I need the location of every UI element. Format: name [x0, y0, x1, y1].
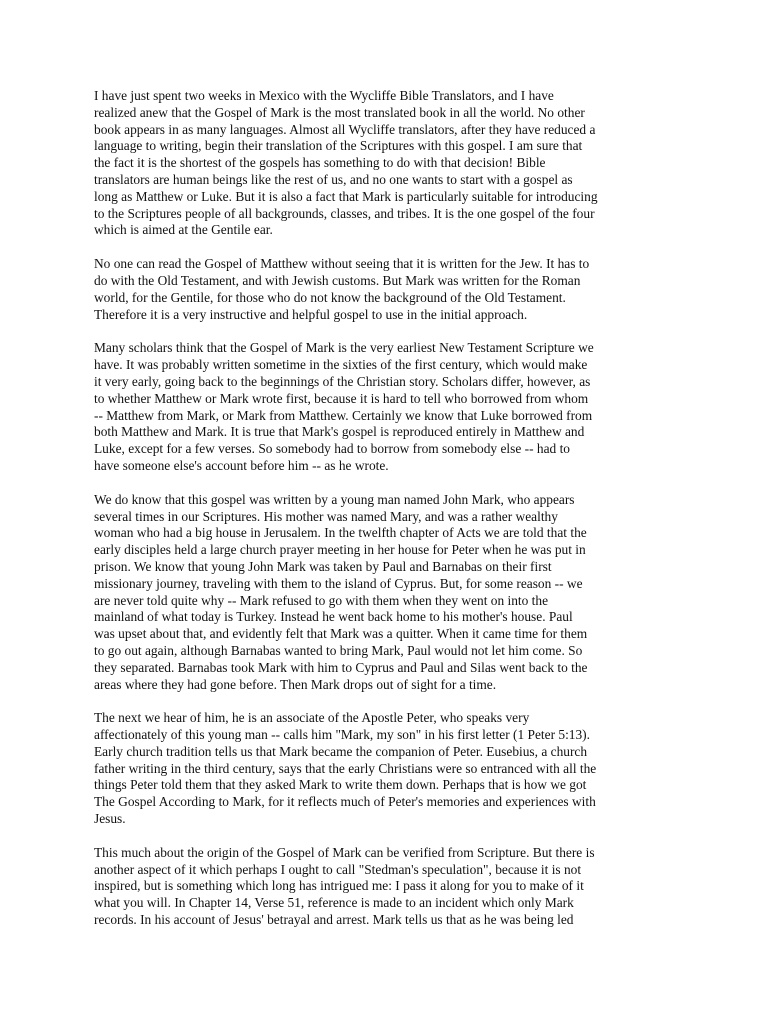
- paragraph-1: I have just spent two weeks in Mexico with the Wycliffe Bible Translators, and I have realized anew that the Gospel of Mark is the most translated book in all the world. No other book appears in as many languages. Almost all Wycliffe translators, after they have reduced a language to writing, begin their translation of the Scriptures with this gospel. I am sure that the fact it is the shortest of the gospels has something to do with that decision! Bible translators are human beings like the rest of us, and no one wants to start with a gospel as long as Matthew or Luke. But it is also a fact that Mark is particularly suitable for introducing to the Scriptures people of all backgrounds, classes, and tribes. It is the one gospel of the four which is aimed at the Gentile ear.: [94, 88, 598, 238]
- paragraph-4: We do know that this gospel was written by a young man named John Mark, who appears several times in our Scriptures. His mother was named Mary, and was a rather wealthy woman who had a big house in Jerusalem. In the twelfth chapter of Acts we are told that the early disciples held a large church prayer meeting in her house for Peter when he was put in prison. We know that young John Mark was taken by Paul and Barnabas on their first missionary journey, traveling with them to the island of Cyprus. But, for some reason -- we are never told quite why -- Mark refused to go with them when they went on into the mainland of what today is Turkey. Instead he went back home to his mother's house. Paul was upset about that, and evidently felt that Mark was a quitter. When it came time for them to go out again, although Barnabas wanted to bring Mark, Paul would not let him come. So they separated. Barnabas took Mark with him to Cyprus and Paul and Silas went back to the areas where they had gone before. Then Mark drops out of sight for a time.: [94, 491, 588, 692]
- paragraph-2: No one can read the Gospel of Matthew without seeing that it is written for the Jew. It has to do with the Old Testament, and with Jewish customs. But Mark was written for the Roman world, for the Gentile, for those who do not know the background of the Old Testament. Therefore it is a very instructive and helpful gospel to use in the initial approach.: [94, 256, 590, 322]
- paragraph-3: Many scholars think that the Gospel of Mark is the very earliest New Testament Scripture we have. It was probably written sometime in the sixties of the first century, which would make it very early, going back to the beginnings of the Christian story. Scholars differ, however, as to whether Matthew or Mark wrote first, because it is hard to tell who borrowed from whom -- Matthew from Mark, or Mark from Matthew. Certainly we know that Luke borrowed from both Matthew and Mark. It is true that Mark's gospel is reproduced entirely in Matthew and Luke, except for a few verses. So somebody had to borrow from somebody else -- had to have someone else's account before him -- as he wrote.: [94, 340, 594, 473]
- paragraph-5: The next we hear of him, he is an associate of the Apostle Peter, who speaks very affectionately of this young man -- calls him "Mark, my son" in his first letter (1 Peter 5:13). Early church tradition tells us that Mark became the companion of Peter. Eusebius, a church father writing in the third century, says that the early Christians were so entranced with all the things Peter told them that they asked Mark to write them down. Perhaps that is how we got The Gospel According to Mark, for it reflects much of Peter's memories and experiences with Jesus.: [94, 710, 597, 827]
- paragraph-6: This much about the origin of the Gospel of Mark can be verified from Scripture. But there is another aspect of it which perhaps I ought to call "Stedman's speculation", because it is not inspired, but is something which long has intrigued me: I pass it along for you to make of it what you will. In Chapter 14, Verse 51, reference is made to an incident which only Mark records. In his account of Jesus' betrayal and arrest. Mark tells us that as he was being led: [94, 844, 595, 928]
- document-page: [94, 88, 679, 946]
